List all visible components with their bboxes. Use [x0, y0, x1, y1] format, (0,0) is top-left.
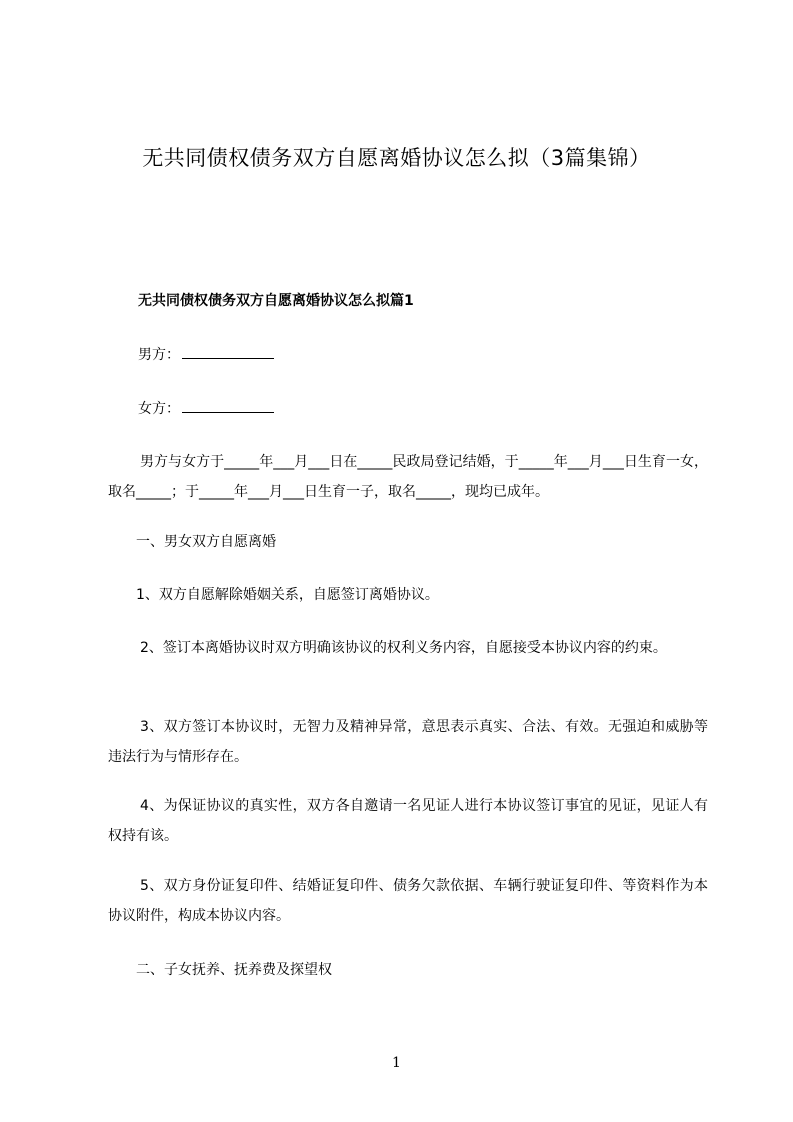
item-1: 1、双方自愿解除婚姻关系，自愿签订离婚协议。 [136, 587, 439, 603]
item-5: 5、双方身份证复印件、结婚证复印件、债务欠款依据、车辆行驶证复印件、等资料作为本协议附件，构成本协议内容。 [108, 878, 708, 924]
item-3: 3、双方签订本协议时，无智力及精神异常，意思表示真实、合法、有效。无强迫和威胁等违法行为与情形存在。 [108, 719, 708, 765]
heading-2: 二、子女抚养、抚养费及探望权 [136, 962, 332, 978]
husband-field [138, 344, 274, 365]
page-number: 1 [392, 1055, 401, 1071]
heading-1: 一、男女双方自愿离婚 [136, 534, 276, 550]
wife-field [138, 398, 274, 419]
document-title: 无共同债权债务双方自愿离婚协议怎么拟（3篇集锦） [142, 146, 651, 170]
item-2: 2、签订本离婚协议时双方明确该协议的权利义务内容，自愿接受本协议内容的约束。 [140, 640, 667, 656]
section-title: 无共同债权债务双方自愿离婚协议怎么拟篇1 [138, 293, 414, 309]
item-4: 4、为保证协议的真实性，双方各自邀请一名见证人进行本协议签订事宜的见证，见证人有权持有该。 [108, 798, 708, 844]
intro-paragraph: 男方与女方于_____年___月___日在_____民政局登记结婚，于_____年___月___日生育一女，取名_____；于_____年___月___日生育一子，取名_____，现均已成年。 [108, 454, 708, 500]
wife-label: 女方： [138, 401, 180, 417]
husband-blank-line [182, 344, 274, 359]
wife-blank-line [182, 398, 274, 413]
husband-label: 男方： [138, 347, 180, 363]
